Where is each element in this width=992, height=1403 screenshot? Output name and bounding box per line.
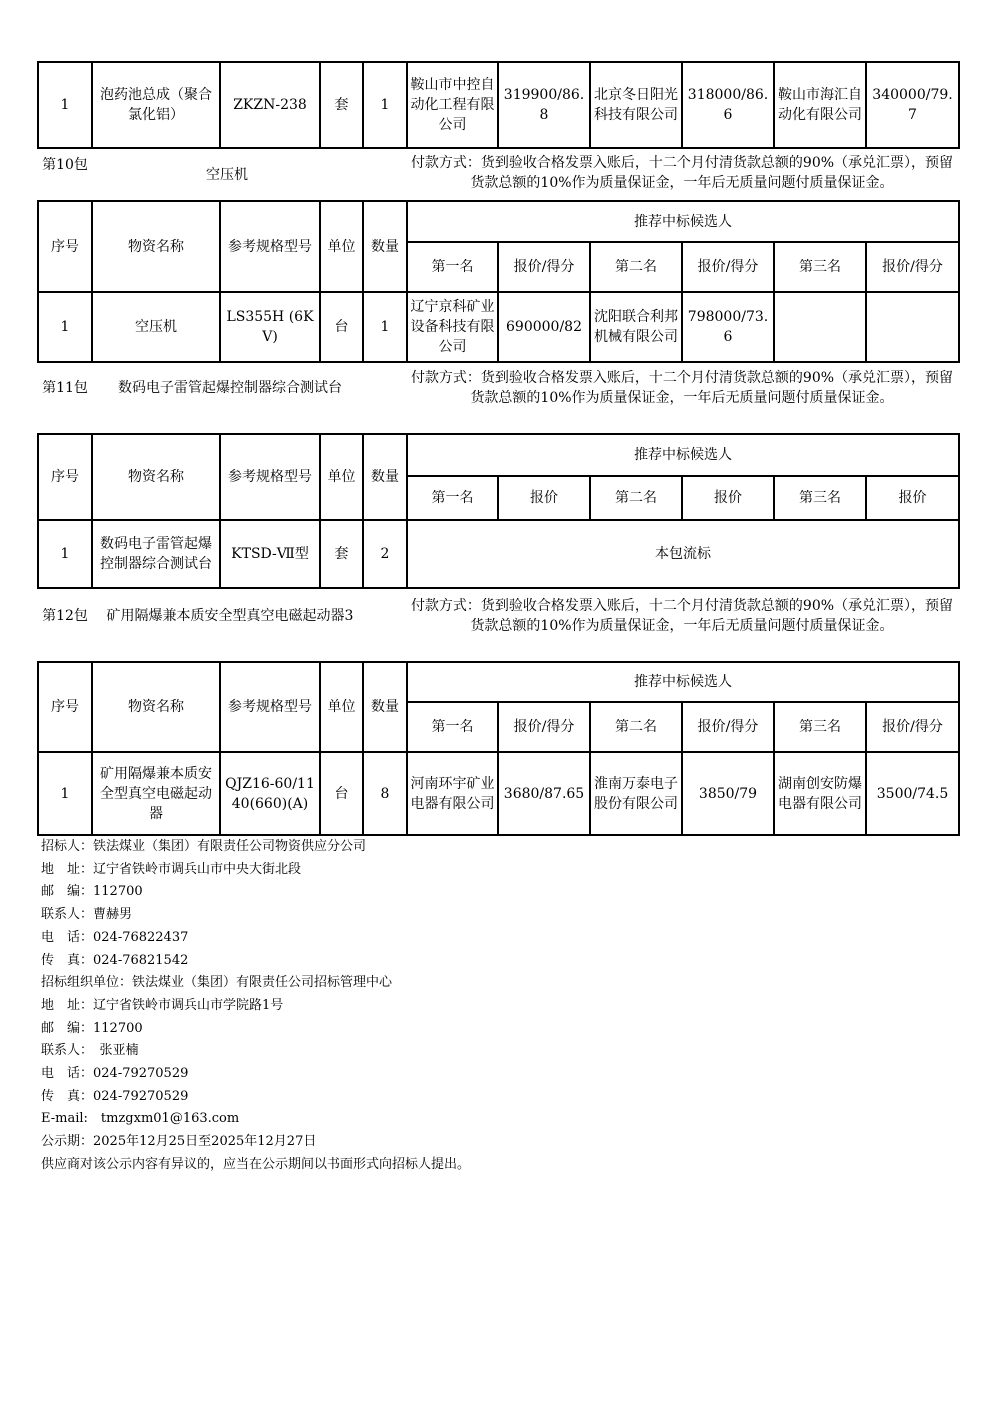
cell-seq: 1 (38, 520, 92, 588)
header-qty: 数量 (363, 662, 407, 752)
header-price-score: 报价/得分 (866, 702, 959, 752)
header-third: 第三名 (774, 242, 866, 292)
header-price-score: 报价/得分 (866, 242, 959, 292)
package11-title: 数码电子雷管起爆控制器综合测试台 (118, 380, 342, 396)
cell-first-price: 319900/86.8 (498, 62, 590, 148)
header-row (38, 662, 959, 702)
package9-table (37, 61, 960, 149)
cell-third-price: 340000/79.7 (866, 62, 959, 148)
package11-table (37, 433, 960, 589)
package10-number: 第10包 (42, 157, 88, 173)
header-row (38, 434, 959, 476)
header-spec: 参考规格型号 (220, 201, 320, 292)
cell-qty: 2 (363, 520, 407, 588)
header-third: 第三名 (774, 476, 866, 520)
header-third: 第三名 (774, 702, 866, 752)
cell-second-price: 798000/73.6 (682, 292, 774, 362)
contact-info (41, 836, 470, 1177)
table-row (38, 752, 959, 835)
package12-number: 第12包 (42, 608, 88, 624)
header-seq: 序号 (38, 201, 92, 292)
header-first: 第一名 (407, 476, 498, 520)
cell-third-price: 3500/74.5 (866, 752, 959, 835)
package11-payment-terms: 付款方式：货到验收合格发票入账后，十二个月付清货款总额的90%（承兑汇票），预留货款总额的10%作为质量保证金，一年后无质量问题付质量保证金。 (410, 370, 954, 406)
cell-seq: 1 (38, 62, 92, 148)
package11-number: 第11包 (42, 380, 88, 396)
package12-payment-terms: 付款方式：货到验收合格发票入账后，十二个月付清货款总额的90%（承兑汇票），预留货款总额的10%作为质量保证金，一年后无质量问题付质量保证金。 (410, 598, 954, 634)
header-candidates: 推荐中标候选人 (407, 662, 959, 702)
header-second: 第二名 (590, 476, 682, 520)
header-name: 物资名称 (92, 201, 220, 292)
header-price-score: 报价/得分 (682, 702, 774, 752)
table-row (38, 292, 959, 362)
package10-table (37, 200, 960, 363)
cell-first-candidate: 辽宁京科矿业设备科技有限公司 (407, 292, 498, 362)
header-unit: 单位 (320, 434, 363, 520)
cell-qty: 1 (363, 62, 407, 148)
cell-unit: 套 (320, 520, 363, 588)
cell-qty: 8 (363, 752, 407, 835)
header-name: 物资名称 (92, 434, 220, 520)
header-first: 第一名 (407, 702, 498, 752)
cell-first-candidate: 鞍山市中控自动化工程有限公司 (407, 62, 498, 148)
cell-third-candidate: 鞍山市海汇自动化有限公司 (774, 62, 866, 148)
email-line: E-mail: tmzgxm01@163.com (41, 1111, 240, 1127)
tenderer-line: 招标人：铁法煤业（集团）有限责任公司物资供应分公司 (41, 839, 367, 854)
cell-second-price: 318000/86.6 (682, 62, 774, 148)
agency-line: 招标组织单位：铁法煤业（集团）有限责任公司招标管理中心 (41, 975, 393, 991)
cell-unit: 台 (320, 292, 363, 362)
cell-spec: ZKZN-238 (220, 62, 320, 148)
header-price-score: 报价/得分 (682, 242, 774, 292)
cell-unit: 套 (320, 62, 363, 148)
cell-seq: 1 (38, 752, 92, 835)
agency-address-line: 地 址：辽宁省铁岭市调兵山市学院路1号 (41, 997, 284, 1013)
header-seq: 序号 (38, 434, 92, 520)
cell-name: 矿用隔爆兼本质安全型真空电磁起动器 (92, 752, 220, 835)
table-row (38, 62, 959, 148)
table-row (38, 520, 959, 588)
cell-second-candidate: 沈阳联合利邦机械有限公司 (590, 292, 682, 362)
cell-seq: 1 (38, 292, 92, 362)
header-qty: 数量 (363, 201, 407, 292)
cell-spec: LS355H (6KV) (220, 292, 320, 362)
header-row (38, 201, 959, 242)
package12-table (37, 661, 960, 836)
objection-notice-line: 供应商对该公示内容有异议的，应当在公示期间以书面形式向招标人提出。 (41, 1156, 471, 1172)
header-second: 第二名 (590, 702, 682, 752)
header-unit: 单位 (320, 662, 363, 752)
agency-phone-line: 电 话：024-79270529 (41, 1066, 189, 1082)
header-first: 第一名 (407, 242, 498, 292)
cell-second-candidate: 淮南万泰电子股份有限公司 (590, 752, 682, 835)
tenderer-contact-line: 联系人：曹赫男 (41, 907, 133, 923)
header-spec: 参考规格型号 (220, 434, 320, 520)
header-price: 报价 (498, 476, 590, 520)
header-candidates: 推荐中标候选人 (407, 434, 959, 476)
cell-name: 数码电子雷管起爆控制器综合测试台 (92, 520, 220, 588)
header-second: 第二名 (590, 242, 682, 292)
publicity-period-line: 公示期：2025年12月25日至2025年12月27日 (41, 1134, 317, 1150)
header-unit: 单位 (320, 201, 363, 292)
cell-first-price: 690000/82 (498, 292, 590, 362)
cell-first-candidate: 河南环宇矿业电器有限公司 (407, 752, 498, 835)
cell-third-price (866, 292, 959, 362)
tenderer-postcode-line: 邮 编：112700 (41, 884, 143, 900)
cell-second-price: 3850/79 (682, 752, 774, 835)
cell-unit: 台 (320, 752, 363, 835)
cell-third-candidate: 湖南创安防爆电器有限公司 (774, 752, 866, 835)
agency-postcode-line: 邮 编：112700 (41, 1020, 143, 1036)
header-seq: 序号 (38, 662, 92, 752)
cell-second-candidate: 北京冬日阳光科技有限公司 (590, 62, 682, 148)
cell-first-price: 3680/87.65 (498, 752, 590, 835)
package12-title: 矿用隔爆兼本质安全型真空电磁起动器3 (106, 608, 354, 624)
cell-name: 泡药池总成（聚合氯化铝） (92, 62, 220, 148)
cell-spec: KTSD-Ⅶ型 (220, 520, 320, 588)
package10-payment-terms: 付款方式：货到验收合格发票入账后，十二个月付清货款总额的90%（承兑汇票），预留货款总额的10%作为质量保证金，一年后无质量问题付质量保证金。 (410, 155, 954, 191)
header-candidates: 推荐中标候选人 (407, 201, 959, 242)
header-price: 报价 (866, 476, 959, 520)
tenderer-address-line: 地 址：辽宁省铁岭市调兵山市中央大街北段 (41, 861, 302, 877)
cell-spec: QJZ16-60/1140(660)(A) (220, 752, 320, 835)
tenderer-fax-line: 传 真：024-76821542 (41, 952, 189, 968)
header-price-score: 报价/得分 (498, 242, 590, 292)
header-price-score: 报价/得分 (498, 702, 590, 752)
header-price: 报价 (682, 476, 774, 520)
cell-name: 空压机 (92, 292, 220, 362)
package10-title: 空压机 (206, 167, 248, 183)
header-qty: 数量 (363, 434, 407, 520)
agency-contact-line: 联系人： 张亚楠 (41, 1043, 139, 1059)
tenderer-phone-line: 电 话：024-76822437 (41, 929, 189, 945)
cell-third-candidate (774, 292, 866, 362)
header-spec: 参考规格型号 (220, 662, 320, 752)
cell-status: 本包流标 (407, 520, 959, 588)
cell-qty: 1 (363, 292, 407, 362)
agency-fax-line: 传 真：024-79270529 (41, 1088, 189, 1104)
header-name: 物资名称 (92, 662, 220, 752)
